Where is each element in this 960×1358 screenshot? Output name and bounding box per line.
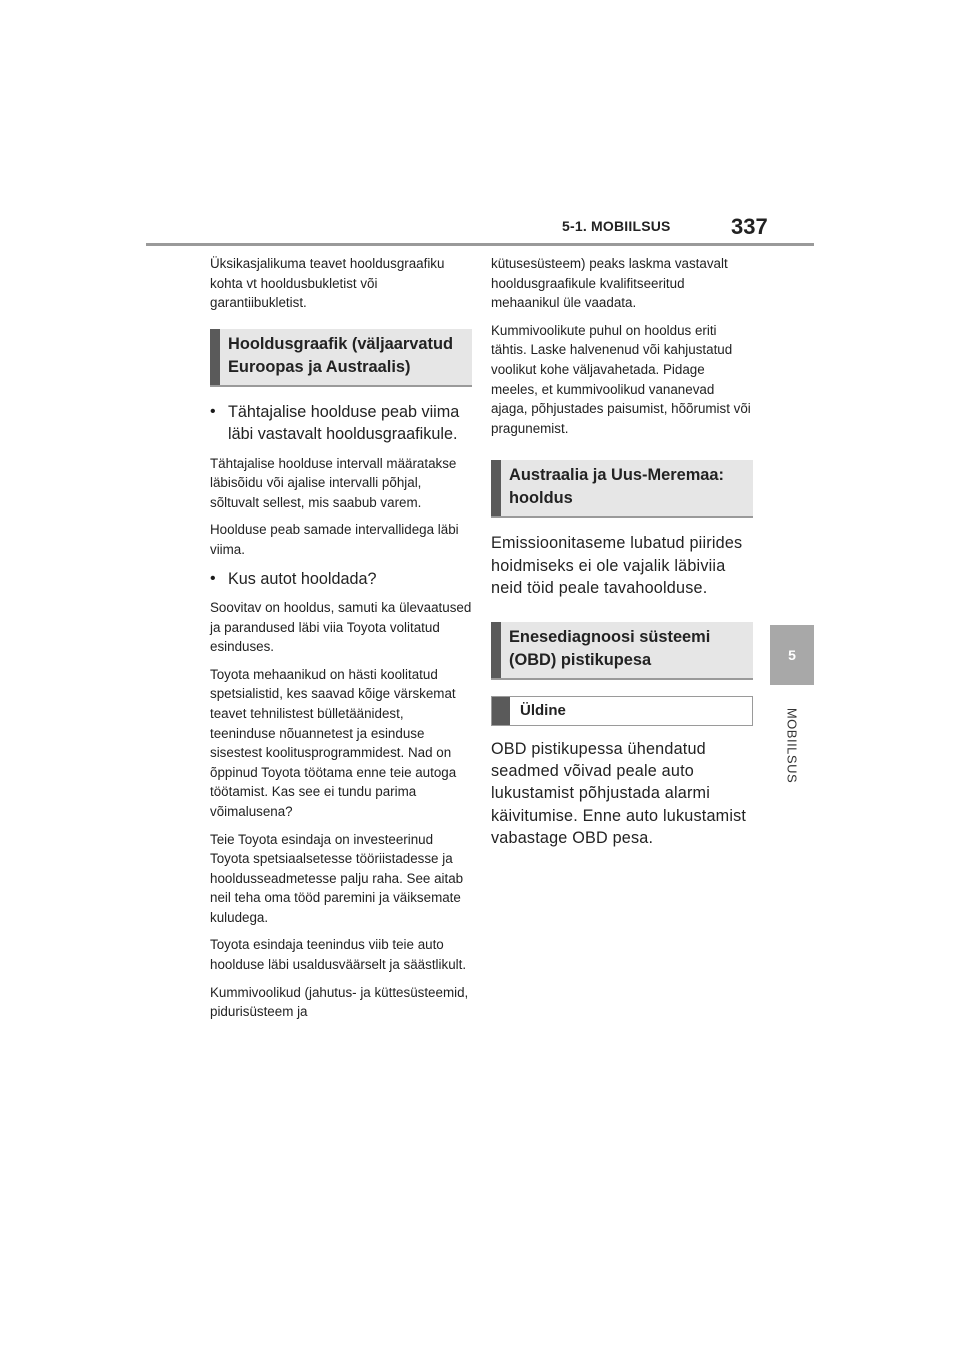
subheading-text: Üldine xyxy=(520,701,566,719)
bullet-text: Kus autot hooldada? xyxy=(228,569,377,588)
section-title: 5-1. MOBIILSUS xyxy=(562,218,671,234)
paragraph: Teie Toyota esindaja on investeerinud Toyota spetsiaalsetesse tööriistadesse ja hooldusseadmetesse palju raha. See aitab neil teha oma tööd paremini ja väiksemate kuludega. xyxy=(210,831,464,925)
paragraph: Emissioonitaseme lubatud piirides hoidmiseks ei ole vajalik läbiviia neid töid peale tavahoolduse. xyxy=(491,534,743,598)
bullet-item xyxy=(210,401,472,446)
heading-accent-bar xyxy=(491,460,501,516)
heading-accent-bar xyxy=(210,329,220,385)
subheading-general xyxy=(491,696,753,726)
page-number: 337 xyxy=(731,214,768,239)
section-heading-australia-maintenance xyxy=(491,460,753,518)
left-column xyxy=(210,254,472,1030)
paragraph: Kummivoolikud (jahutus- ja küttesüsteemid, pidurisüsteem ja xyxy=(210,984,469,1020)
heading-text: Austraalia ja Uus-Meremaa: hooldus xyxy=(509,466,724,508)
bullet-text: Tähtajalise hoolduse peab viima läbi vastavalt hooldusgraafikule. xyxy=(228,402,460,444)
intro-paragraph: Üksikasjalikuma teavet hooldusgraafiku kohta vt hooldusbukletist või garantiibukletist. xyxy=(210,256,445,311)
paragraph: Toyota esindaja teenindus viib teie auto hoolduse läbi usaldusväärselt ja säästlikult. xyxy=(210,937,467,973)
section-heading-maintenance-schedule xyxy=(210,329,472,387)
paragraph: Tähtajalise hoolduse intervall määratakse läbisõidu või ajalise intervalli põhjal, sõltuvalt sellest, mis saabub varem. xyxy=(210,455,457,510)
heading-text: Enesediagnoosi süsteemi (OBD) pistikupesa xyxy=(509,627,711,669)
subheading-accent-bar xyxy=(492,697,510,725)
bullet-dot-icon: • xyxy=(210,569,216,587)
header-divider xyxy=(146,243,814,246)
bullet-dot-icon: • xyxy=(210,402,216,420)
paragraph: Hoolduse peab samade intervallidega läbi viima. xyxy=(210,522,459,557)
paragraph: kütusesüsteem) peaks laskma vastavalt hooldusgraafikule kvalifitseeritud mehaanikul üle vaadata. xyxy=(491,256,728,311)
paragraph: OBD pistikupessa ühendatud seadmed võivad peale auto lukustamist põhjustada alarmi käivitumise. Enne auto lukustamist vabastage OBD pesa. xyxy=(491,739,747,848)
right-column xyxy=(491,254,753,858)
section-heading-obd-port xyxy=(491,622,753,680)
paragraph: Toyota mehaanikud on hästi koolitatud spetsialistid, kes saavad kõige värskemat teavet tehnilistest bülletäänidest, teeninduse nõuannetest ja esinduse sisestest koolitusprogrammidest. Nad on õppinud Toyota töötama enne teie autoga töötamist. Kas see ei tundu parima võimalusena? xyxy=(210,666,457,819)
heading-text: Hooldusgraafik (väljaarvatud Euroopas ja Austraalis) xyxy=(228,334,453,376)
paragraph: Soovitav on hooldus, samuti ka ülevaatused ja parandused läbi viia Toyota volitatud esinduses. xyxy=(210,599,472,655)
chapter-side-label-text: MOBIILSUS xyxy=(784,707,800,784)
chapter-side-label xyxy=(770,694,814,784)
bullet-item xyxy=(210,568,472,590)
heading-accent-bar xyxy=(491,622,501,678)
chapter-tab: 5 xyxy=(770,625,814,685)
paragraph: Kummivoolikute puhul on hooldus eriti tähtis. Laske halvenenud või kahjustatud voolikut kohe väljavahetada. Pidage meeles, et kummivoolikud vananevad ajaga, põhjustades paisumist, hõõrumist või pragunemist. xyxy=(491,322,751,436)
